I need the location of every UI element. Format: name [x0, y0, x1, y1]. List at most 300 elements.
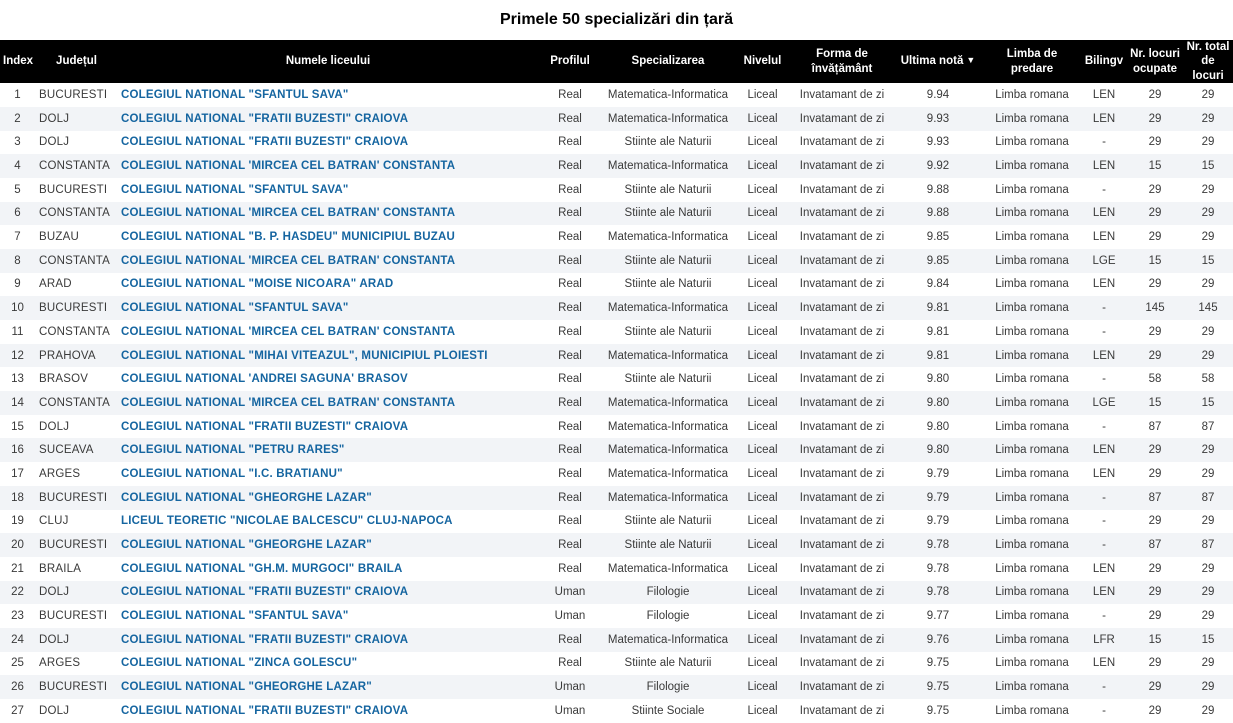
- cell-occupied: 15: [1148, 633, 1162, 646]
- cell-profile: Real: [558, 302, 582, 315]
- cell-county: BUCURESTI: [39, 610, 108, 623]
- school-link[interactable]: COLEGIUL NATIONAL "SFANTUL SAVA": [121, 88, 349, 101]
- cell-occupied: 29: [1148, 467, 1162, 480]
- cell-occupied: 87: [1148, 539, 1162, 552]
- school-link[interactable]: COLEGIUL NATIONAL "FRATII BUZESTI" CRAIOVA: [121, 633, 409, 646]
- school-link[interactable]: COLEGIUL NATIONAL "ZINCA GOLESCU": [121, 657, 358, 670]
- table-row: [0, 202, 1233, 226]
- column-header-county[interactable]: [35, 40, 118, 83]
- cell-index: 13: [11, 373, 24, 386]
- cell-form: Invatamant de zi: [799, 112, 885, 125]
- cell-language: Limba romana: [995, 183, 1069, 196]
- cell-grade: 9.78: [926, 562, 950, 575]
- table-row: [0, 699, 1233, 723]
- cell-county: ARGES: [39, 657, 81, 670]
- cell-school[interactable]: [118, 225, 538, 249]
- cell-occupied: 145: [1145, 302, 1165, 315]
- cell-occupied: 58: [1148, 373, 1162, 386]
- cell-school[interactable]: [118, 273, 538, 297]
- cell-grade: 9.75: [926, 681, 950, 694]
- cell-specialization: Matematica-Informatica: [607, 396, 729, 409]
- cell-level: Liceal: [747, 562, 778, 575]
- cell-index: 6: [14, 207, 21, 220]
- cell-form: Invatamant de zi: [799, 136, 885, 149]
- column-header-label: Numele liceului: [285, 55, 371, 68]
- cell-level: Liceal: [747, 88, 778, 101]
- cell-index: 3: [14, 136, 21, 149]
- cell-county: BUCURESTI: [39, 302, 108, 315]
- table-row: [0, 273, 1233, 297]
- cell-school[interactable]: [118, 533, 538, 557]
- cell-index: 14: [11, 396, 24, 409]
- school-link[interactable]: COLEGIUL NATIONAL "FRATII BUZESTI" CRAIOVA: [121, 420, 409, 433]
- cell-bilingual: -: [1102, 373, 1106, 386]
- cell-school[interactable]: [118, 415, 538, 439]
- cell-profile: Real: [558, 231, 582, 244]
- cell-profile: Real: [558, 396, 582, 409]
- cell-bilingual: -: [1102, 183, 1106, 196]
- cell-language: Limba romana: [995, 444, 1069, 457]
- cell-level: Liceal: [747, 467, 778, 480]
- cell-occupied: 87: [1148, 420, 1162, 433]
- cell-form: Invatamant de zi: [799, 681, 885, 694]
- cell-county: BRAILA: [39, 562, 82, 575]
- school-link[interactable]: COLEGIUL NATIONAL "GHEORGHE LAZAR": [121, 491, 372, 504]
- school-link[interactable]: COLEGIUL NATIONAL "FRATII BUZESTI" CRAIOVA: [121, 704, 409, 717]
- cell-total: 29: [1201, 444, 1215, 457]
- cell-county: CONSTANTA: [39, 207, 111, 220]
- cell-level: Liceal: [747, 515, 778, 528]
- column-header-seats-occupied[interactable]: [1127, 40, 1183, 83]
- cell-bilingual: -: [1102, 136, 1106, 149]
- cell-school[interactable]: [118, 202, 538, 226]
- cell-bilingual: LEN: [1092, 349, 1116, 362]
- cell-level: Liceal: [747, 278, 778, 291]
- cell-language: Limba romana: [995, 136, 1069, 149]
- cell-occupied: 15: [1148, 396, 1162, 409]
- cell-bilingual: -: [1102, 491, 1106, 504]
- cell-school[interactable]: [118, 699, 538, 723]
- column-header-label: Limba de predare: [1006, 48, 1058, 75]
- table-row: [0, 675, 1233, 699]
- cell-level: Liceal: [747, 396, 778, 409]
- column-header-profile[interactable]: [538, 40, 602, 83]
- school-link[interactable]: COLEGIUL NATIONAL "GH.M. MURGOCI" BRAILA: [121, 562, 403, 575]
- cell-county: PRAHOVA: [39, 349, 96, 362]
- cell-form: Invatamant de zi: [799, 254, 885, 267]
- school-link[interactable]: COLEGIUL NATIONAL 'MIRCEA CEL BATRAN' CONSTANTA: [121, 325, 456, 338]
- cell-language: Limba romana: [995, 396, 1069, 409]
- column-header-school[interactable]: [118, 40, 538, 83]
- cell-level: Liceal: [747, 704, 778, 717]
- cell-language: Limba romana: [995, 467, 1069, 480]
- cell-school[interactable]: [118, 462, 538, 486]
- cell-form: Invatamant de zi: [799, 160, 885, 173]
- cell-school[interactable]: [118, 178, 538, 202]
- cell-grade: 9.76: [926, 633, 950, 646]
- cell-grade: 9.88: [926, 183, 950, 196]
- cell-level: Liceal: [747, 610, 778, 623]
- cell-specialization: Matematica-Informatica: [607, 112, 729, 125]
- cell-index: 23: [11, 610, 24, 623]
- school-link[interactable]: COLEGIUL NATIONAL "MOISE NICOARA" ARAD: [121, 278, 394, 291]
- cell-occupied: 29: [1148, 112, 1162, 125]
- cell-index: 19: [11, 515, 24, 528]
- cell-grade: 9.88: [926, 207, 950, 220]
- cell-form: Invatamant de zi: [799, 325, 885, 338]
- cell-form: Invatamant de zi: [799, 349, 885, 362]
- school-link[interactable]: LICEUL TEORETIC "NICOLAE BALCESCU" CLUJ-NAPOCA: [121, 515, 453, 528]
- cell-school[interactable]: [118, 557, 538, 581]
- column-header-form[interactable]: [791, 40, 893, 83]
- cell-specialization: Matematica-Informatica: [607, 160, 729, 173]
- school-link[interactable]: COLEGIUL NATIONAL "SFANTUL SAVA": [121, 302, 349, 315]
- cell-language: Limba romana: [995, 373, 1069, 386]
- cell-index: 17: [11, 467, 24, 480]
- cell-bilingual: -: [1102, 610, 1106, 623]
- cell-bilingual: LEN: [1092, 562, 1116, 575]
- cell-form: Invatamant de zi: [799, 396, 885, 409]
- column-header-last-grade[interactable]: [893, 40, 983, 83]
- cell-profile: Real: [558, 444, 582, 457]
- column-header-label: Index: [3, 55, 34, 68]
- table-row: [0, 415, 1233, 439]
- cell-profile: Real: [558, 207, 582, 220]
- cell-specialization: Matematica-Informatica: [607, 420, 729, 433]
- cell-total: 29: [1201, 562, 1215, 575]
- school-link[interactable]: COLEGIUL NATIONAL 'MIRCEA CEL BATRAN' CONSTANTA: [121, 160, 456, 173]
- cell-form: Invatamant de zi: [799, 704, 885, 717]
- cell-form: Invatamant de zi: [799, 515, 885, 528]
- table-row: [0, 320, 1233, 344]
- cell-county: BUCURESTI: [39, 183, 108, 196]
- cell-profile: Uman: [554, 586, 586, 599]
- cell-profile: Real: [558, 183, 582, 196]
- cell-school[interactable]: [118, 107, 538, 131]
- cell-specialization: Stiinte Sociale: [631, 704, 705, 717]
- column-header-label: Forma de învățământ: [811, 48, 873, 75]
- cell-profile: Real: [558, 349, 582, 362]
- cell-school[interactable]: [118, 652, 538, 676]
- cell-grade: 9.85: [926, 231, 950, 244]
- cell-county: ARAD: [39, 278, 72, 291]
- cell-bilingual: -: [1102, 704, 1106, 717]
- cell-language: Limba romana: [995, 88, 1069, 101]
- cell-index: 12: [11, 349, 24, 362]
- cell-form: Invatamant de zi: [799, 491, 885, 504]
- cell-bilingual: LEN: [1092, 160, 1116, 173]
- cell-language: Limba romana: [995, 302, 1069, 315]
- cell-grade: 9.94: [926, 88, 950, 101]
- school-link[interactable]: COLEGIUL NATIONAL "FRATII BUZESTI" CRAIOVA: [121, 136, 409, 149]
- cell-index: 11: [11, 325, 24, 338]
- cell-language: Limba romana: [995, 349, 1069, 362]
- table-row: [0, 510, 1233, 534]
- table-row: [0, 628, 1233, 652]
- cell-total: 29: [1201, 657, 1215, 670]
- cell-grade: 9.81: [926, 302, 950, 315]
- cell-school[interactable]: [118, 391, 538, 415]
- school-link[interactable]: COLEGIUL NATIONAL "MIHAI VITEAZUL", MUNICIPIUL PLOIESTI: [121, 349, 488, 362]
- cell-school[interactable]: [118, 675, 538, 699]
- cell-form: Invatamant de zi: [799, 657, 885, 670]
- column-header-label: Ultima notă: [900, 55, 964, 68]
- column-header-level[interactable]: [734, 40, 791, 83]
- table-row: [0, 107, 1233, 131]
- cell-index: 9: [14, 278, 21, 291]
- school-link[interactable]: COLEGIUL NATIONAL 'ANDREI SAGUNA' BRASOV: [121, 373, 408, 386]
- cell-total: 15: [1201, 633, 1215, 646]
- cell-occupied: 29: [1148, 349, 1162, 362]
- cell-occupied: 29: [1148, 88, 1162, 101]
- cell-profile: Real: [558, 515, 582, 528]
- cell-language: Limba romana: [995, 633, 1069, 646]
- school-link[interactable]: COLEGIUL NATIONAL 'MIRCEA CEL BATRAN' CONSTANTA: [121, 254, 456, 267]
- cell-level: Liceal: [747, 444, 778, 457]
- cell-profile: Real: [558, 633, 582, 646]
- cell-bilingual: -: [1102, 515, 1106, 528]
- cell-school[interactable]: [118, 628, 538, 652]
- cell-form: Invatamant de zi: [799, 633, 885, 646]
- cell-total: 29: [1201, 231, 1215, 244]
- cell-level: Liceal: [747, 136, 778, 149]
- school-link[interactable]: COLEGIUL NATIONAL "FRATII BUZESTI" CRAIOVA: [121, 586, 409, 599]
- cell-total: 29: [1201, 88, 1215, 101]
- cell-specialization: Matematica-Informatica: [607, 231, 729, 244]
- cell-specialization: Filologie: [646, 586, 690, 599]
- table-row: [0, 225, 1233, 249]
- cell-total: 29: [1201, 278, 1215, 291]
- cell-profile: Real: [558, 112, 582, 125]
- cell-school[interactable]: [118, 249, 538, 273]
- cell-index: 8: [14, 254, 21, 267]
- cell-bilingual: -: [1102, 302, 1106, 315]
- cell-specialization: Stiinte ale Naturii: [624, 515, 712, 528]
- cell-occupied: 29: [1148, 231, 1162, 244]
- cell-form: Invatamant de zi: [799, 88, 885, 101]
- cell-form: Invatamant de zi: [799, 467, 885, 480]
- cell-index: 5: [14, 183, 21, 196]
- column-header-label: Profilul: [550, 55, 590, 68]
- cell-index: 27: [11, 704, 24, 717]
- cell-profile: Real: [558, 562, 582, 575]
- cell-grade: 9.79: [926, 491, 950, 504]
- cell-profile: Real: [558, 278, 582, 291]
- column-header-bilingual[interactable]: [1081, 40, 1127, 83]
- cell-grade: 9.79: [926, 515, 950, 528]
- table-row: [0, 581, 1233, 605]
- table-row: [0, 486, 1233, 510]
- cell-grade: 9.85: [926, 254, 950, 267]
- cell-index: 15: [11, 420, 24, 433]
- table-row: [0, 391, 1233, 415]
- cell-school[interactable]: [118, 486, 538, 510]
- table-row: [0, 462, 1233, 486]
- cell-level: Liceal: [747, 681, 778, 694]
- cell-form: Invatamant de zi: [799, 586, 885, 599]
- table-row: [0, 604, 1233, 628]
- cell-bilingual: -: [1102, 420, 1106, 433]
- cell-total: 29: [1201, 515, 1215, 528]
- cell-specialization: Stiinte ale Naturii: [624, 183, 712, 196]
- cell-bilingual: LGE: [1092, 396, 1116, 409]
- cell-school[interactable]: [118, 154, 538, 178]
- cell-school[interactable]: [118, 581, 538, 605]
- cell-county: DOLJ: [39, 112, 70, 125]
- school-link[interactable]: COLEGIUL NATIONAL "I.C. BRATIANU": [121, 467, 343, 480]
- cell-school[interactable]: [118, 604, 538, 628]
- table-row: [0, 249, 1233, 273]
- school-link[interactable]: COLEGIUL NATIONAL 'MIRCEA CEL BATRAN' CONSTANTA: [121, 207, 456, 220]
- cell-specialization: Matematica-Informatica: [607, 562, 729, 575]
- cell-profile: Real: [558, 420, 582, 433]
- cell-grade: 9.77: [926, 610, 950, 623]
- cell-index: 22: [11, 586, 24, 599]
- school-link[interactable]: COLEGIUL NATIONAL "SFANTUL SAVA": [121, 183, 349, 196]
- cell-bilingual: LEN: [1092, 88, 1116, 101]
- cell-form: Invatamant de zi: [799, 444, 885, 457]
- cell-bilingual: LEN: [1092, 231, 1116, 244]
- cell-language: Limba romana: [995, 254, 1069, 267]
- cell-language: Limba romana: [995, 681, 1069, 694]
- cell-total: 29: [1201, 325, 1215, 338]
- cell-specialization: Stiinte ale Naturii: [624, 207, 712, 220]
- cell-form: Invatamant de zi: [799, 231, 885, 244]
- cell-language: Limba romana: [995, 491, 1069, 504]
- cell-total: 29: [1201, 467, 1215, 480]
- cell-county: BRASOV: [39, 373, 89, 386]
- cell-school[interactable]: [118, 510, 538, 534]
- cell-county: BUCURESTI: [39, 88, 108, 101]
- table-row: [0, 652, 1233, 676]
- cell-profile: Real: [558, 539, 582, 552]
- cell-occupied: 15: [1148, 254, 1162, 267]
- cell-language: Limba romana: [995, 657, 1069, 670]
- cell-occupied: 29: [1148, 681, 1162, 694]
- cell-bilingual: LEN: [1092, 207, 1116, 220]
- cell-specialization: Filologie: [646, 681, 690, 694]
- cell-total: 87: [1201, 420, 1215, 433]
- cell-level: Liceal: [747, 539, 778, 552]
- cell-county: BUZAU: [39, 231, 79, 244]
- table-row: [0, 533, 1233, 557]
- cell-level: Liceal: [747, 302, 778, 315]
- cell-index: 25: [11, 657, 24, 670]
- cell-total: 87: [1201, 539, 1215, 552]
- cell-occupied: 29: [1148, 136, 1162, 149]
- cell-specialization: Stiinte ale Naturii: [624, 278, 712, 291]
- cell-language: Limba romana: [995, 112, 1069, 125]
- cell-bilingual: LEN: [1092, 586, 1116, 599]
- cell-occupied: 15: [1148, 160, 1162, 173]
- cell-specialization: Stiinte ale Naturii: [624, 657, 712, 670]
- cell-grade: 9.81: [926, 349, 950, 362]
- cell-language: Limba romana: [995, 515, 1069, 528]
- school-link[interactable]: COLEGIUL NATIONAL "B. P. HASDEU" MUNICIPIUL BUZAU: [121, 231, 455, 244]
- cell-total: 29: [1201, 136, 1215, 149]
- cell-total: 29: [1201, 681, 1215, 694]
- page-title: Primele 50 specializări din țară: [499, 11, 733, 28]
- cell-index: 7: [14, 231, 21, 244]
- cell-occupied: 87: [1148, 491, 1162, 504]
- cell-county: DOLJ: [39, 586, 70, 599]
- school-link[interactable]: COLEGIUL NATIONAL 'MIRCEA CEL BATRAN' CONSTANTA: [121, 396, 456, 409]
- cell-bilingual: LEN: [1092, 657, 1116, 670]
- column-header-label: Nivelul: [743, 55, 782, 68]
- school-link[interactable]: COLEGIUL NATIONAL "SFANTUL SAVA": [121, 610, 349, 623]
- cell-school[interactable]: [118, 344, 538, 368]
- cell-profile: Uman: [554, 681, 586, 694]
- cell-level: Liceal: [747, 586, 778, 599]
- column-header-seats-total[interactable]: [1183, 40, 1233, 83]
- cell-occupied: 29: [1148, 325, 1162, 338]
- cell-profile: Real: [558, 325, 582, 338]
- cell-occupied: 29: [1148, 704, 1162, 717]
- cell-county: CONSTANTA: [39, 325, 111, 338]
- cell-specialization: Stiinte ale Naturii: [624, 254, 712, 267]
- cell-total: 87: [1201, 491, 1215, 504]
- cell-occupied: 29: [1148, 610, 1162, 623]
- school-link[interactable]: COLEGIUL NATIONAL "PETRU RARES": [121, 444, 345, 457]
- column-header-specialization[interactable]: [602, 40, 734, 83]
- cell-occupied: 29: [1148, 444, 1162, 457]
- cell-grade: 9.84: [926, 278, 950, 291]
- cell-occupied: 29: [1148, 586, 1162, 599]
- cell-grade: 9.92: [926, 160, 950, 173]
- school-link[interactable]: COLEGIUL NATIONAL "GHEORGHE LAZAR": [121, 539, 372, 552]
- cell-specialization: Matematica-Informatica: [607, 302, 729, 315]
- table-row: [0, 344, 1233, 368]
- cell-grade: 9.75: [926, 657, 950, 670]
- cell-profile: Uman: [554, 704, 586, 717]
- cell-form: Invatamant de zi: [799, 610, 885, 623]
- cell-form: Invatamant de zi: [799, 539, 885, 552]
- school-link[interactable]: COLEGIUL NATIONAL "FRATII BUZESTI" CRAIOVA: [121, 112, 409, 125]
- cell-profile: Real: [558, 373, 582, 386]
- cell-total: 29: [1201, 112, 1215, 125]
- cell-specialization: Stiinte ale Naturii: [624, 539, 712, 552]
- cell-level: Liceal: [747, 207, 778, 220]
- sort-descending-icon[interactable]: ▼: [966, 55, 976, 66]
- cell-index: 2: [14, 112, 21, 125]
- cell-grade: 9.80: [926, 444, 950, 457]
- cell-specialization: Matematica-Informatica: [607, 491, 729, 504]
- cell-bilingual: LEN: [1092, 444, 1116, 457]
- cell-profile: Real: [558, 160, 582, 173]
- cell-school[interactable]: [118, 367, 538, 391]
- table-body: [0, 83, 1233, 723]
- column-header-index[interactable]: [0, 40, 35, 83]
- cell-language: Limba romana: [995, 562, 1069, 575]
- cell-school[interactable]: [118, 131, 538, 155]
- cell-bilingual: LEN: [1092, 467, 1116, 480]
- cell-language: Limba romana: [995, 278, 1069, 291]
- column-header-language[interactable]: [983, 40, 1081, 83]
- cell-county: CONSTANTA: [39, 254, 111, 267]
- cell-school[interactable]: [118, 296, 538, 320]
- table-header: [0, 40, 1233, 83]
- cell-bilingual: LFR: [1093, 633, 1115, 646]
- cell-school[interactable]: [118, 320, 538, 344]
- school-link[interactable]: COLEGIUL NATIONAL "GHEORGHE LAZAR": [121, 681, 372, 694]
- column-header-label: Nr. total de locuri: [1186, 41, 1230, 82]
- column-header-label: Bilingv: [1084, 55, 1124, 68]
- cell-bilingual: -: [1102, 539, 1106, 552]
- cell-index: 18: [11, 491, 24, 504]
- cell-level: Liceal: [747, 491, 778, 504]
- cell-school[interactable]: [118, 438, 538, 462]
- cell-school[interactable]: [118, 83, 538, 107]
